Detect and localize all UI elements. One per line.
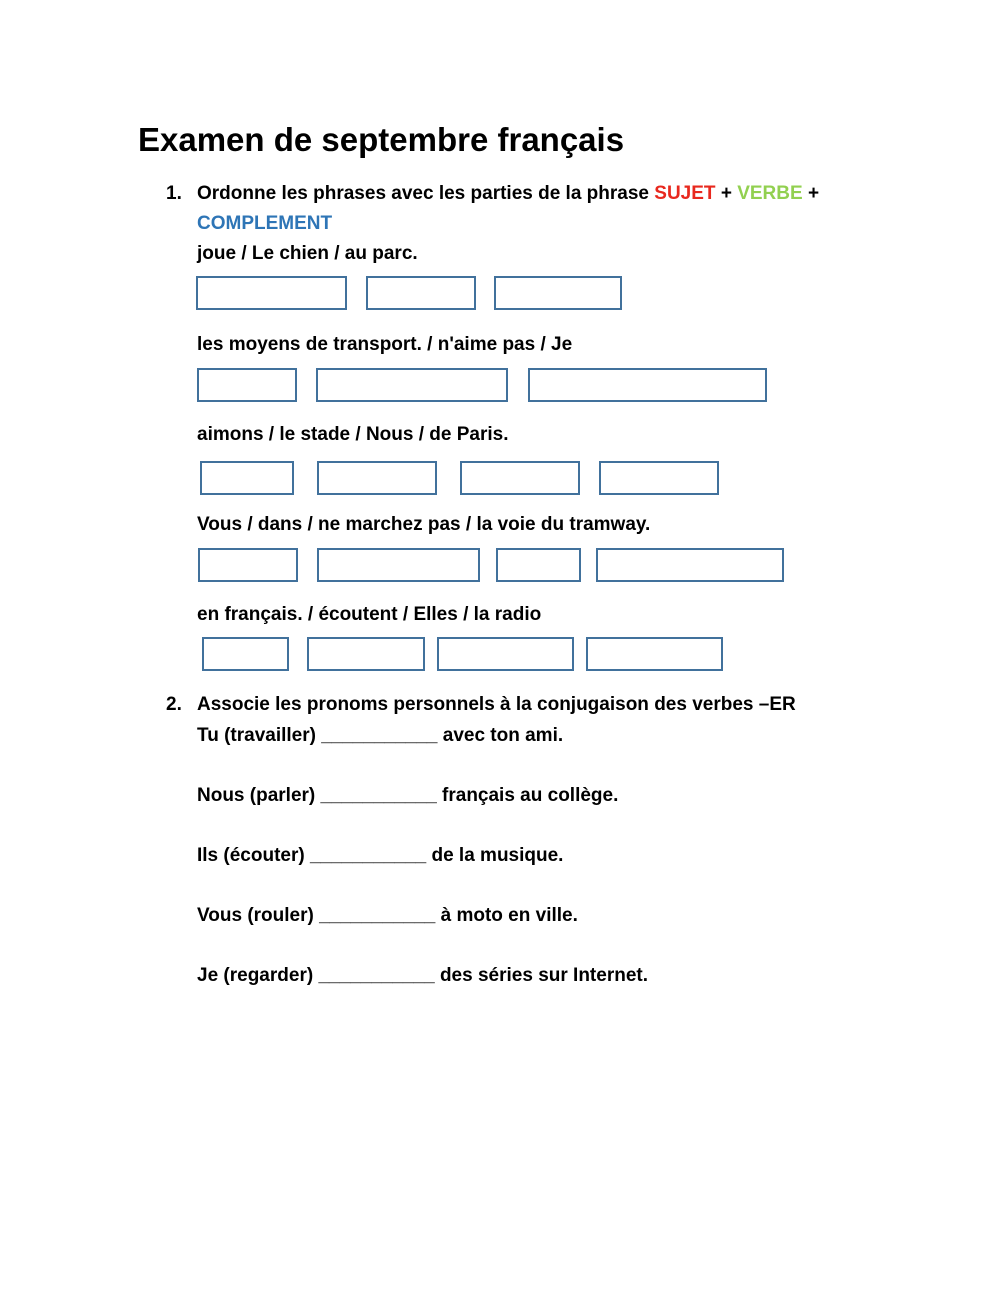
conjugation-sentence-4: Vous (rouler) ___________ à moto en ville. bbox=[197, 905, 578, 926]
phrase-4: Vous / dans / ne marchez pas / la voie du tramway. bbox=[197, 514, 651, 535]
answer-box-5-4[interactable] bbox=[586, 637, 723, 671]
verbe-label: VERBE bbox=[737, 183, 803, 204]
conjugation-sentence-5: Je (regarder) ___________ des séries sur Internet. bbox=[197, 965, 648, 986]
phrase-3: aimons / le stade / Nous / de Paris. bbox=[197, 424, 509, 445]
phrase-2: les moyens de transport. / n'aime pas / Je bbox=[197, 334, 573, 355]
answer-box-4-4[interactable] bbox=[596, 548, 784, 582]
answer-box-4-1[interactable] bbox=[198, 548, 298, 582]
phrase-5: en français. / écoutent / Elles / la radio bbox=[197, 604, 542, 625]
answer-box-3-2[interactable] bbox=[317, 461, 437, 495]
answer-box-3-4[interactable] bbox=[599, 461, 719, 495]
complement-label: COMPLEMENT bbox=[197, 213, 333, 234]
plus-sign: + bbox=[807, 183, 820, 204]
answer-box-4-3[interactable] bbox=[496, 548, 581, 582]
answer-box-2-1[interactable] bbox=[197, 368, 297, 402]
answer-box-1-1[interactable] bbox=[196, 276, 347, 310]
question-1-number: 1. bbox=[166, 183, 182, 204]
answer-box-3-3[interactable] bbox=[460, 461, 580, 495]
question-1-text: Ordonne les phrases avec les parties de la phrase bbox=[197, 183, 649, 204]
answer-box-3-1[interactable] bbox=[200, 461, 294, 495]
sujet-label: SUJET bbox=[654, 183, 716, 204]
conjugation-sentence-2: Nous (parler) ___________ français au collège. bbox=[197, 785, 619, 806]
answer-box-5-1[interactable] bbox=[202, 637, 289, 671]
answer-box-2-3[interactable] bbox=[528, 368, 767, 402]
conjugation-sentence-1: Tu (travailler) ___________ avec ton ami. bbox=[197, 725, 564, 746]
plus-sign: + bbox=[720, 183, 732, 204]
answer-box-1-3[interactable] bbox=[494, 276, 622, 310]
question-2-number: 2. bbox=[166, 694, 182, 715]
question-1-instruction bbox=[197, 179, 819, 209]
page-title: Examen de septembre français bbox=[138, 121, 625, 158]
answer-box-4-2[interactable] bbox=[317, 548, 480, 582]
answer-box-2-2[interactable] bbox=[316, 368, 508, 402]
answer-box-5-3[interactable] bbox=[437, 637, 574, 671]
conjugation-sentence-3: Ils (écouter) ___________ de la musique. bbox=[197, 845, 564, 866]
answer-box-5-2[interactable] bbox=[307, 637, 425, 671]
phrase-1: joue / Le chien / au parc. bbox=[197, 243, 418, 264]
question-2-text: Associe les pronoms personnels à la conjugaison des verbes –ER bbox=[197, 694, 796, 715]
answer-box-1-2[interactable] bbox=[366, 276, 476, 310]
